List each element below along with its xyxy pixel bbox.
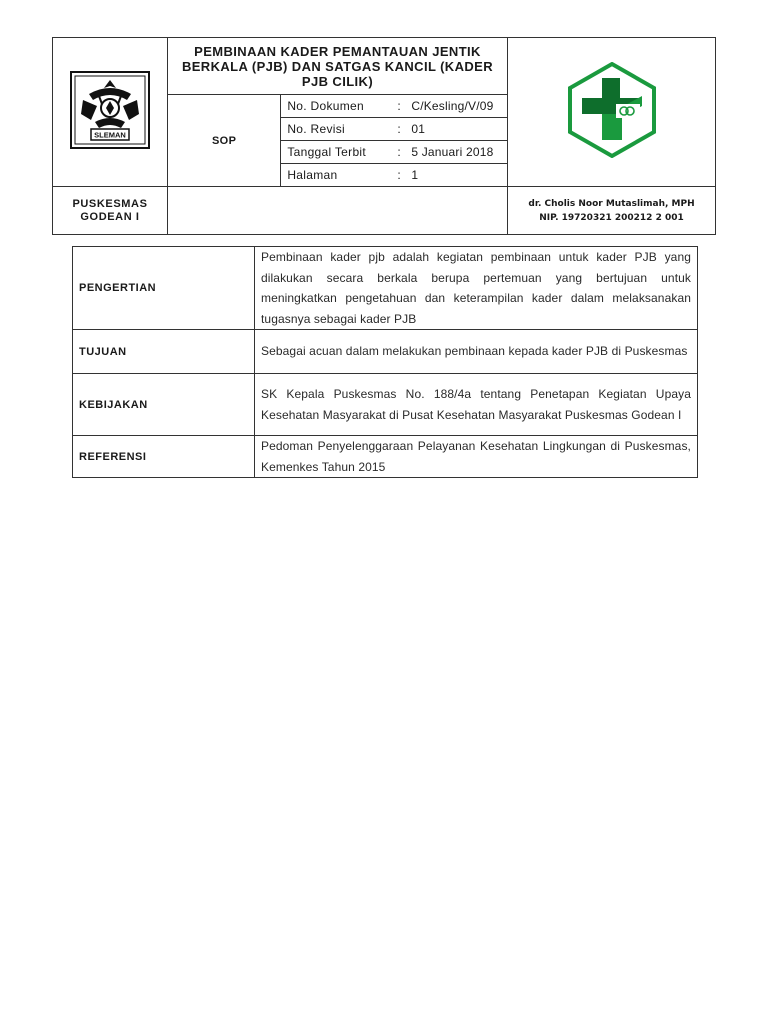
sop-content-table [72,246,698,478]
section-row-kebijakan [73,374,698,436]
sleman-logo-cell [53,38,168,187]
document-title: PEMBINAAN KADER PEMANTAUAN JENTIK BERKALA (PJB) DAN SATGAS KANCIL (KADER PJB CILIK) [168,38,508,95]
section-row-referensi [73,436,698,478]
section-row-tujuan [73,330,698,374]
section-row-pengertian [73,247,698,330]
doc-info-separator: : [397,141,411,164]
section-text: Sebagai acuan dalam melakukan pembinaan kepada kader PJB di Puskesmas [255,330,698,374]
section-label: TUJUAN [73,330,255,374]
sleman-logo-text: SLEMAN [94,130,126,139]
doc-info-value: 5 Januari 2018 [411,141,507,164]
doc-info-value: 1 [411,164,507,187]
signatory-nip: NIP. 19720321 200212 2 001 [539,212,684,223]
doc-info-separator: : [397,164,411,187]
doc-info-container [281,95,508,187]
doc-info-value: C/Kesling/V/09 [411,95,507,118]
signatory-name: dr. Cholis Noor Mutaslimah, MPH [528,198,695,209]
section-text: Pembinaan kader pjb adalah kegiatan pembinaan untuk kader PJB yang dilakukan secara berkala berupa pertemuan yang bertujuan untuk meningkatkan pengetahuan dan keterampilan kader dalam melaksanakan tugasnya sebagai kader PJB [255,247,698,330]
signatory-cell [508,187,716,235]
doc-info-separator: : [397,118,411,141]
section-label: KEBIJAKAN [73,374,255,436]
sleman-regency-emblem-icon [69,70,151,150]
doc-info-row [281,164,507,187]
puskesmas-logo-icon [562,62,662,158]
institution-label: PUSKESMAS GODEAN I [72,197,148,223]
sop-label: SOP [168,95,281,187]
doc-info-table [281,95,507,186]
doc-info-separator: : [397,95,411,118]
puskesmas-logo-cell [508,38,716,187]
sop-header-table [52,37,716,235]
doc-info-key: Halaman [281,164,397,187]
doc-info-key: Tanggal Terbit [281,141,397,164]
institution-name [53,187,168,235]
section-label: PENGERTIAN [73,247,255,330]
doc-info-value: 01 [411,118,507,141]
doc-info-key: No. Revisi [281,118,397,141]
doc-info-row [281,141,507,164]
section-label: REFERENSI [73,436,255,478]
doc-info-key: No. Dokumen [281,95,397,118]
doc-info-row [281,95,507,118]
footer-blank-cell [168,187,508,235]
section-text: Pedoman Penyelenggaraan Pelayanan Kesehatan Lingkungan di Puskesmas, Kemenkes Tahun 2015 [255,436,698,478]
doc-info-row [281,118,507,141]
section-text: SK Kepala Puskesmas No. 188/4a tentang Penetapan Kegiatan Upaya Kesehatan Masyarakat di Pusat Kesehatan Masyarakat Puskesmas Godean I [255,374,698,436]
